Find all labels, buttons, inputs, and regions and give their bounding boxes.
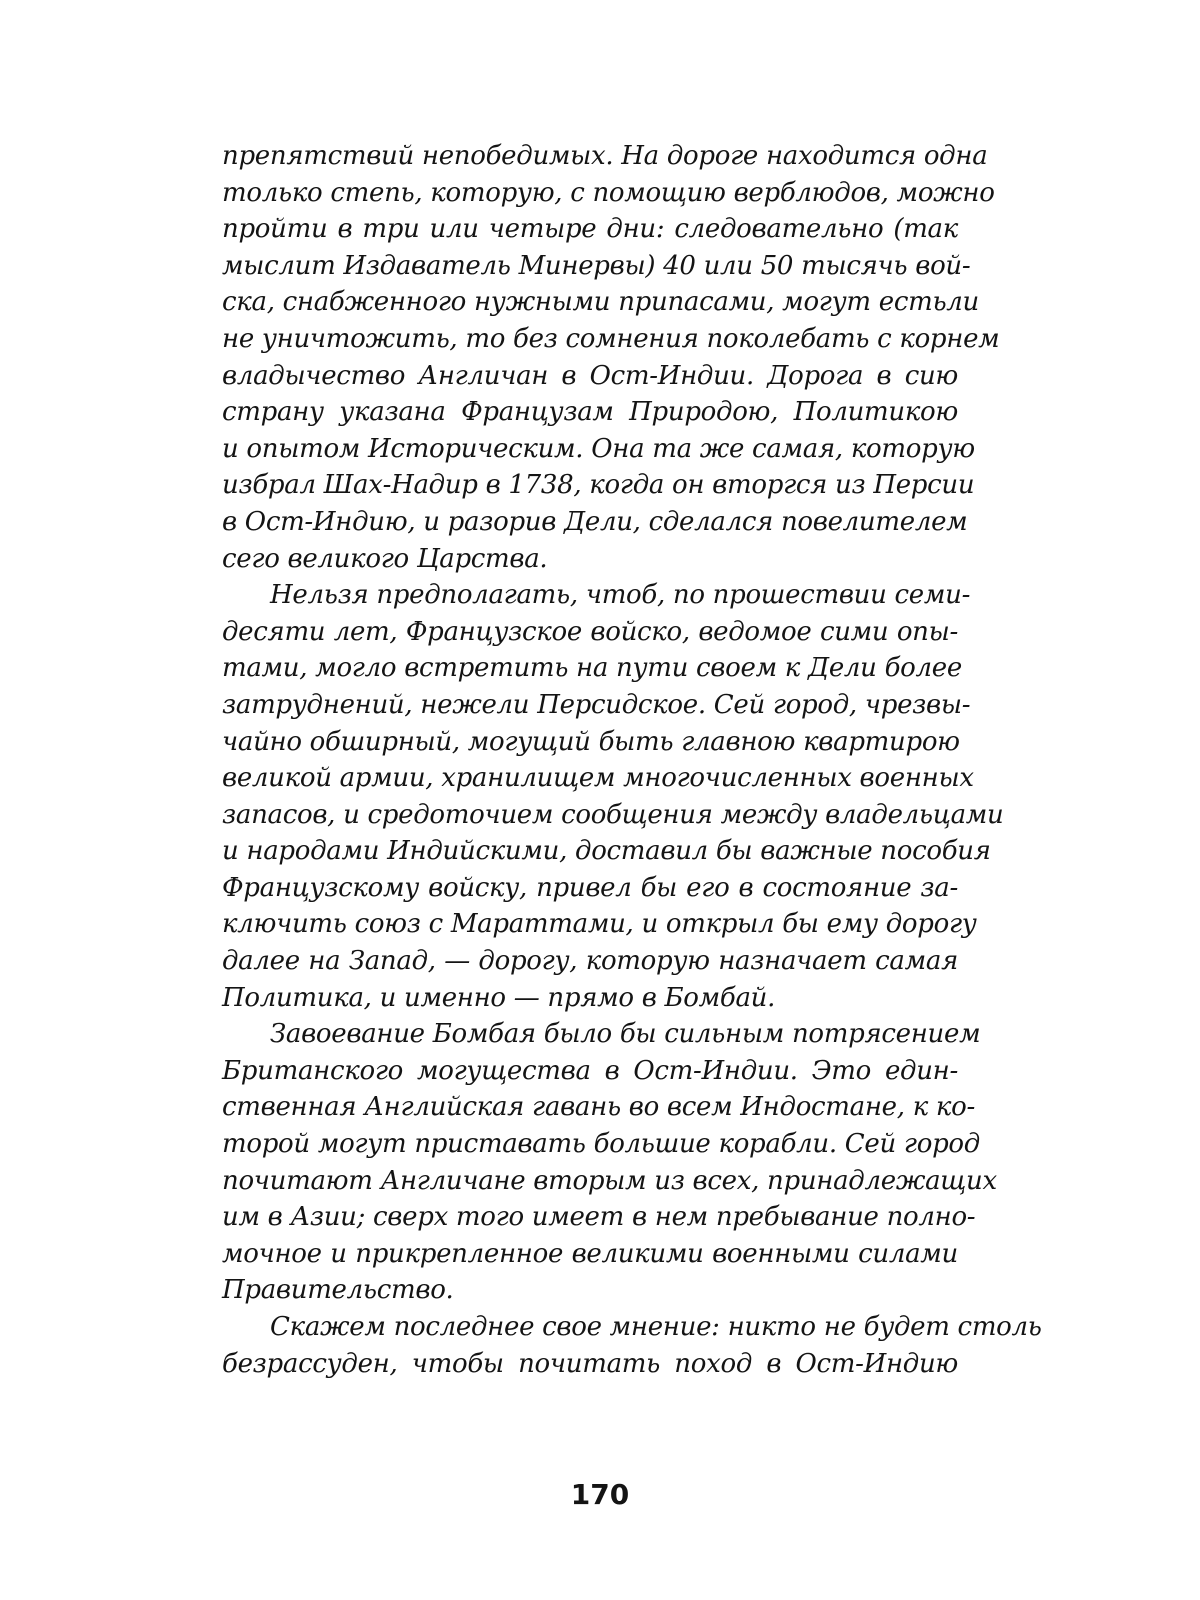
text-line: владычество Англичан в Ост-Индии. Дорога в сию bbox=[222, 360, 958, 391]
text-line: ска, снабженного нужными припасами, могут естьли bbox=[222, 287, 979, 318]
text-line: избрал Шах-Надир в 1738, когда он вторгся из Персии bbox=[222, 470, 975, 501]
text-line: сего великого Царства. bbox=[222, 543, 548, 574]
text-line: и опытом Историческим. Она та же самая, которую bbox=[222, 433, 975, 464]
text-line: ственная Английская гавань во всем Индостане, к ко- bbox=[222, 1092, 975, 1123]
page-number: 170 bbox=[570, 1478, 630, 1511]
text-line: тами, могло встретить на пути своем к Дели более bbox=[222, 653, 962, 684]
text-line: ключить союз с Мараттами, и открыл бы ему дорогу bbox=[222, 909, 977, 940]
text-line: великой армии, хранилищем многочисленных военных bbox=[222, 763, 974, 794]
text-line: торой могут приставать большие корабли. Сей город bbox=[222, 1129, 980, 1160]
paragraph-start-line: Завоевание Бомбая было бы сильным потрясением bbox=[270, 1019, 981, 1050]
text-line: запасов, и средоточием сообщения между владельцами bbox=[222, 799, 1004, 830]
text-line: чайно обширный, могущий быть главною квартирою bbox=[222, 726, 960, 757]
text-line: десяти лет, Французское войско, ведомое сими опы- bbox=[222, 616, 958, 647]
text-line: безрассуден, чтобы почитать поход в Ост-Индию bbox=[222, 1348, 958, 1379]
text-line: в Ост-Индию, и разорив Дели, сделался повелителем bbox=[222, 506, 968, 537]
text-line: и народами Индийскими, доставил бы важные пособия bbox=[222, 836, 991, 867]
paragraph-start-line: Скажем последнее свое мнение: никто не будет столь bbox=[270, 1312, 1042, 1342]
text-line: им в Азии; сверх того имеет в нем пребывание полно- bbox=[222, 1202, 976, 1233]
text-line: Правительство. bbox=[222, 1275, 454, 1306]
text-line: почитают Англичане вторым из всех, принадлежащих bbox=[222, 1165, 997, 1196]
text-line: только степь, которую, с помощию верблюдов, можно bbox=[222, 177, 995, 208]
text-line: Политика, и именно — прямо в Бомбай. bbox=[222, 982, 776, 1013]
text-line: далее на Запад, — дорогу, которую назначает самая bbox=[222, 946, 958, 977]
text-line: затруднений, нежели Персидское. Сей город, чрезвы- bbox=[222, 689, 971, 720]
text-line: не уничтожить, то без сомнения поколебать с корнем bbox=[222, 323, 1000, 354]
paragraph-start-line: Нельзя предполагать, чтоб, по прошествии семи- bbox=[270, 580, 971, 611]
text-line: Французскому войску, привел бы его в состояние за- bbox=[222, 872, 958, 903]
text-line: пройти в три или четыре дни: следовательно (так bbox=[222, 214, 958, 245]
text-line: Британского могущества в Ост-Индии. Это един- bbox=[222, 1055, 958, 1086]
body-text bbox=[222, 138, 1042, 1382]
text-line: мочное и прикрепленное великими военными силами bbox=[222, 1238, 958, 1269]
text-line: препятствий непобедимых. На дороге находится одна bbox=[222, 141, 988, 171]
text-line: страну указана Французам Природою, Политикою bbox=[222, 397, 958, 428]
text-line: мыслит Издаватель Минервы) 40 или 50 тысячь вой- bbox=[222, 250, 971, 281]
